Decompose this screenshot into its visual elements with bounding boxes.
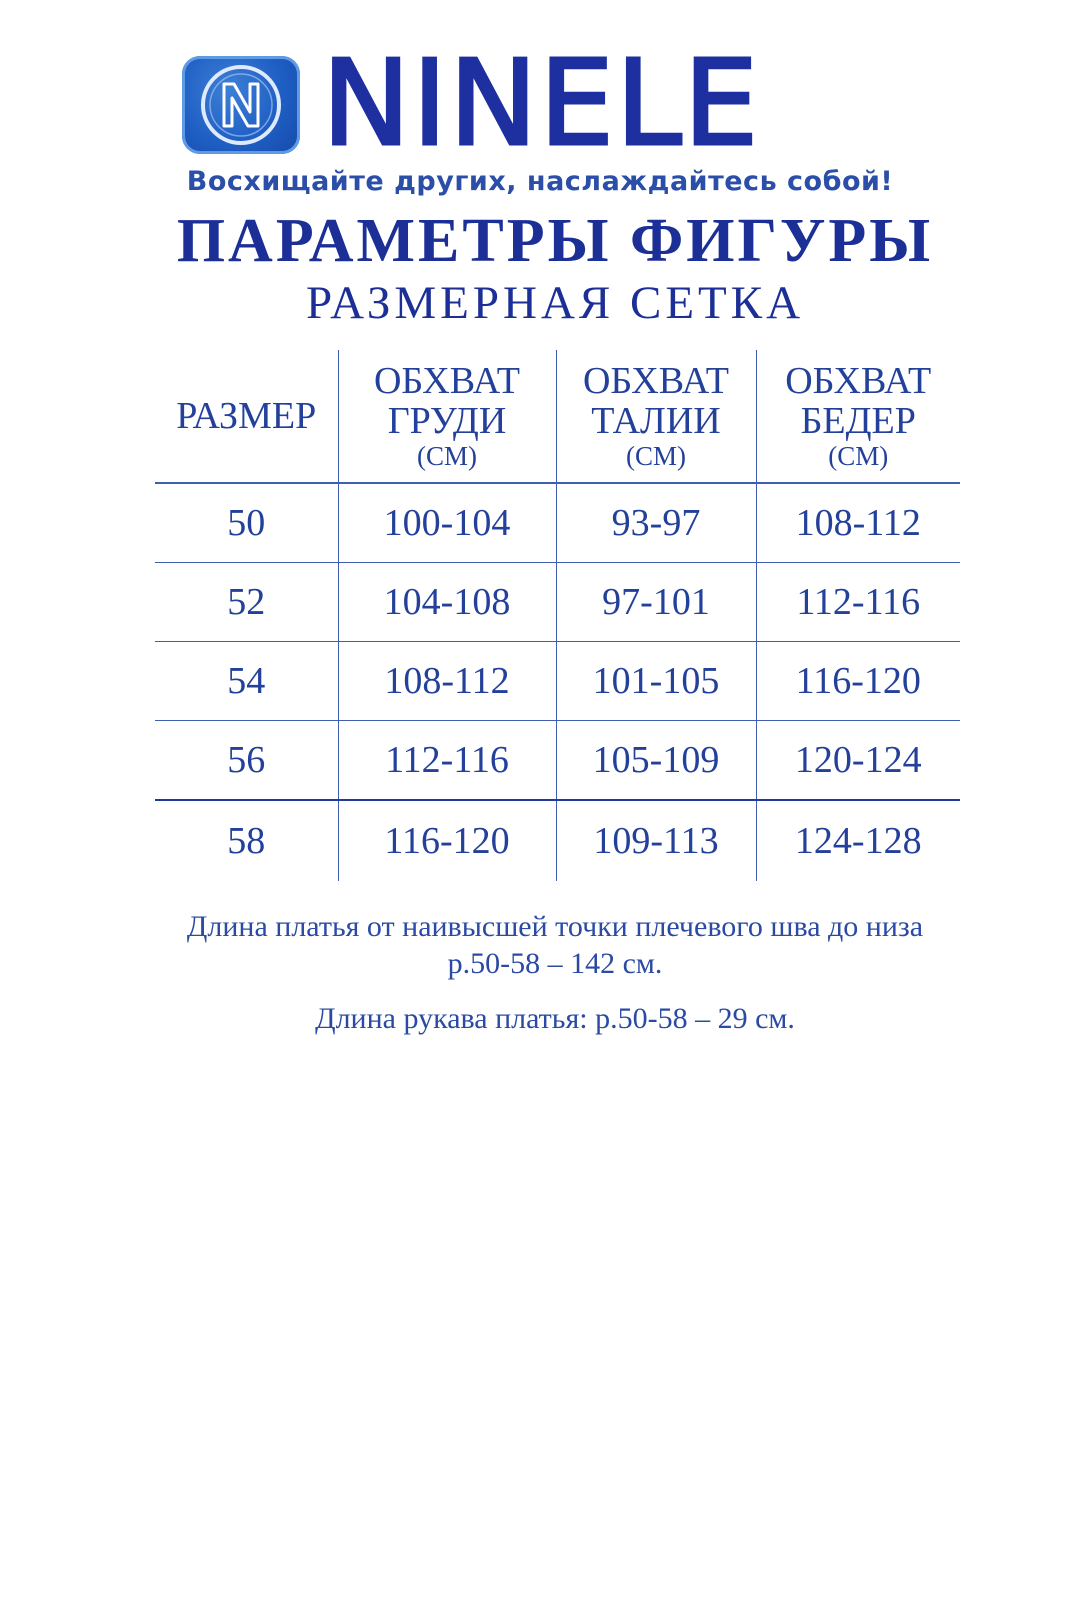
cell-bust: 100-104: [338, 483, 556, 563]
cell-hips: 120-124: [756, 721, 960, 801]
header-hips: [756, 350, 960, 483]
header-waist-label1: ОБХВАТ: [582, 360, 730, 402]
header-waist-unit: (СМ): [626, 441, 686, 471]
header-bust-label1: ОБХВАТ: [373, 360, 521, 402]
cell-bust: 108-112: [338, 642, 556, 721]
size-chart-table: [155, 350, 960, 881]
cell-size: 52: [155, 563, 338, 642]
header-waist-label2: ТАЛИИ: [591, 400, 721, 442]
brand-tagline: Восхищайте других, наслаждайтесь собой!: [186, 166, 894, 197]
header-bust: [338, 350, 556, 483]
cell-hips: 112-116: [756, 563, 960, 642]
cell-bust: 104-108: [338, 563, 556, 642]
cell-hips: 124-128: [756, 800, 960, 881]
header-size: [155, 350, 338, 483]
cell-waist: 97-101: [556, 563, 756, 642]
header-bust-label2: ГРУДИ: [387, 400, 507, 442]
cell-size: 58: [227, 820, 266, 862]
note-dress-length: Длина платья от наивысшей точки плечевого шва до низа р.50-58 – 142 см.: [186, 910, 924, 980]
logo-emblem-icon: [182, 56, 300, 154]
page-title: ПАРАМЕТРЫ ФИГУРЫ: [176, 207, 934, 275]
table-row: [155, 563, 960, 642]
table-row: [155, 800, 960, 881]
header-size-label: РАЗМЕР: [176, 395, 317, 437]
table-row: [155, 642, 960, 721]
header-hips-label2: БЕДЕР: [800, 400, 916, 442]
cell-bust: 112-116: [338, 721, 556, 801]
cell-size: 50: [155, 483, 338, 563]
brand-logo: [182, 34, 922, 172]
cell-waist: 109-113: [556, 800, 756, 881]
cell-size: 54: [155, 642, 338, 721]
table-header-row: [155, 350, 960, 483]
note-sleeve-length: Длина рукава платья: р.50-58 – 29 см.: [315, 1002, 795, 1035]
header-bust-unit: (СМ): [417, 441, 477, 471]
page-subtitle: РАЗМЕРНАЯ СЕТКА: [305, 277, 805, 329]
brand-name: NINELE: [322, 34, 761, 172]
header-hips-label1: ОБХВАТ: [785, 360, 932, 402]
cell-hips: 108-112: [756, 483, 960, 563]
size-notes: [0, 908, 1080, 1055]
cell-bust: 116-120: [338, 800, 556, 881]
header-hips-unit: (СМ): [828, 441, 889, 471]
table-row: [155, 721, 960, 801]
table-row: [155, 483, 960, 563]
cell-waist: 101-105: [556, 642, 756, 721]
header-waist: [556, 350, 756, 483]
cell-size: 56: [155, 721, 338, 801]
cell-waist: 93-97: [556, 483, 756, 563]
cell-hips: 116-120: [756, 642, 960, 721]
cell-waist: 105-109: [556, 721, 756, 801]
